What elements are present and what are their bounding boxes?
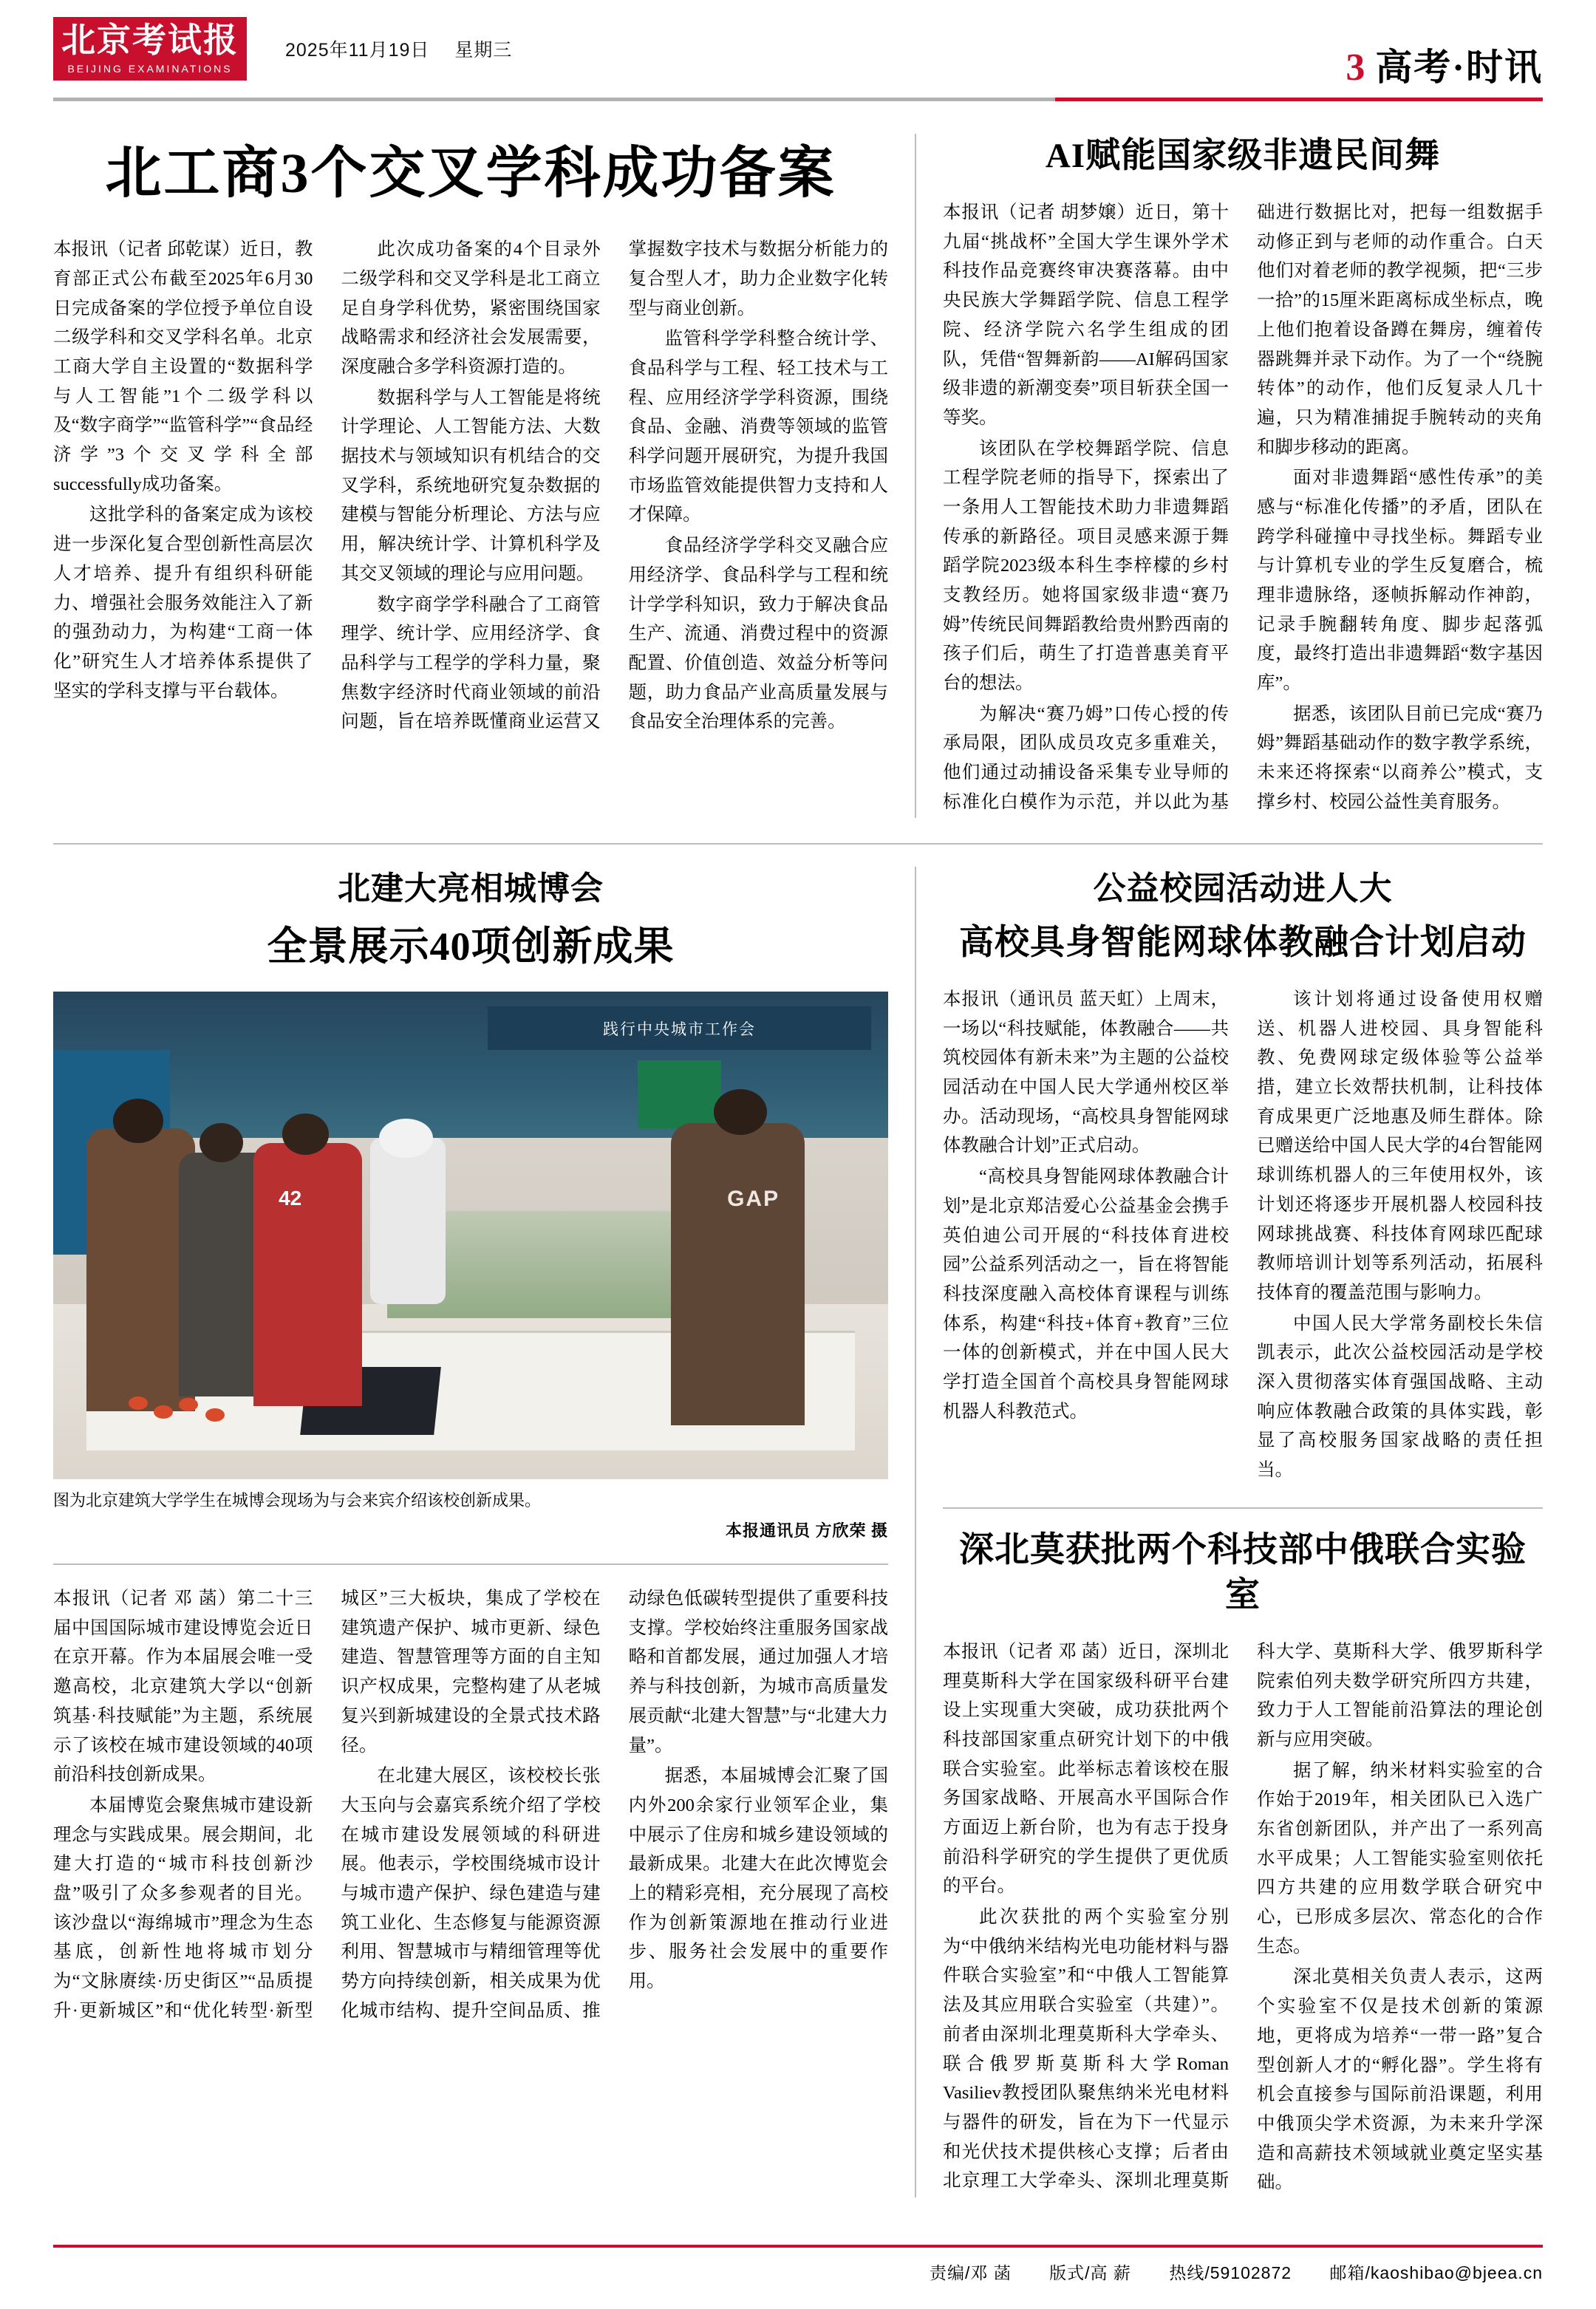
ai-dance-body <box>943 198 1543 817</box>
masthead-section-block <box>1346 49 1543 87</box>
right-bottom-column <box>916 867 1543 2197</box>
paragraph: 本报讯（通讯员 蓝天虹）上周末，一场以“科技赋能，体教融合——共筑校园体有新未来”为主题的公益校园活动在中国人民大学通州校区举办。活动现场，“高校具身智能网球体教融合计划”正式启动。 <box>943 989 1229 1156</box>
paragraph: 这批学科的备案定成为该校进一步深化复合型创新性高层次人才培养、提升有组织科研能力、增强社会服务效能注入了新的强劲动力，为构建“工商一体化”研究生人才培养体系提供了坚实的学科支撑与平台载体。 <box>53 505 313 701</box>
visitor-person-2-head <box>200 1123 243 1162</box>
paragraph: 中国人民大学常务副校长朱信凯表示，此次公益校园活动是学校深入贯彻落实体育强国战略、主动响应体教融合政策的具体实践，彰显了高校服务国家战略的责任担当。 <box>1257 1313 1543 1481</box>
booth-panel-green <box>638 1060 721 1128</box>
main-article-column <box>53 134 916 818</box>
visitor-person-4 <box>671 1123 805 1425</box>
newspaper-logo <box>53 17 247 81</box>
paragraph: 监管科学学科整合统计学、食品科学与工程、轻工技术与工程、应用经济学学科资源，围绕食品、金融、消费等领域的监管科学问题开展研究，为提升我国市场监管效能提供智力支持和人才保障。 <box>628 329 888 525</box>
expo-article-column <box>53 867 916 2197</box>
paragraph: 数据科学与人工智能是将统计学理论、人工智能方法、大数据技术与领域知识有机结合的交叉学科，系统地研究复杂数据的建模与智能分析理论、方法与应用，解决统计学、计算机科学及其交叉领域的理论与应用问题。 <box>341 387 601 584</box>
page-number: 3 <box>1346 47 1365 89</box>
main-headline: 北工商3个交叉学科成功备案 <box>105 143 836 205</box>
paragraph: 本报讯（记者 胡梦嬢）近日，第十九届“挑战杯”全国大学生课外学术科技作品竞赛终审决赛落幕。由中央民族大学舞蹈学院、信息工程学院、经济学院六名学生组成的团队，凭借“智舞新韵——AI解码国家级非遗的新潮变奏”项目斩获全国一等奖。 <box>943 202 1229 428</box>
paragraph: 面对非遗舞蹈“感性传承”的美感与“标准化传播”的矛盾，团队在跨学科碰撞中寻找坐标。舞蹈专业与计算机专业的学生反复磨合，梳理非遗脉络，逐帧拆解动作神韵，记录手腕翻转角度、脚步起落弧度，最终打造出非遗舞蹈“数字基因库”。 <box>1257 468 1543 694</box>
lab-headline: 深北莫获批两个科技部中俄联合实验室 <box>959 1530 1527 1614</box>
robot-body <box>370 1138 446 1303</box>
jacket-number-text: 42 <box>279 1187 302 1210</box>
paragraph: 本报讯（记者 邱乾谋）近日，教育部正式公布截至2025年6月30日完成备案的学位授予单位自设二级学科和交叉学科名单。北京工商大学自主设置的“数据科学与人工智能”1个二级学科以及“数字商学”“监管科学”“食品经济学”3个交叉学科全部successfully成功备案。 <box>53 239 313 494</box>
expo-kicker: 北建大亮相城博会 <box>338 870 604 907</box>
page-content <box>53 101 1543 2197</box>
footer-layout: 版式/高 薪 <box>1049 2263 1131 2282</box>
visitor-person-1-head <box>113 1099 163 1142</box>
tennis-kicker: 公益校园活动进人大 <box>1093 870 1393 907</box>
photo-credit: 本报通讯员 方欣荣 摄 <box>725 1521 888 1541</box>
paragraph: 本报讯（记者 邓 菡）近日，深圳北理莫斯科大学在国家级科研平台建设上实现重大突破，成功获批两个科技部国家重点研究计划下的中俄联合实验室。此举标志着该校在服务国家战略、开展高水平国际合作方面迈上新台阶，也为有志于投身前沿科学研究的学生提供了更优质的平台。 <box>943 1641 1229 1897</box>
paragraph: 本报讯（记者 邓 菡）第二十三届中国国际城市建设博览会近日在京开幕。作为本届展会唯一受邀高校，北京建筑大学以“创新筑基·科技赋能”为主题，系统展示了该校在城市建设领域的40项前沿科技创新成果。 <box>53 1589 313 1785</box>
ai-dance-article-column <box>916 134 1543 818</box>
robot-head <box>379 1119 433 1158</box>
main-article-body <box>53 235 888 737</box>
paragraph: 本届博览会聚焦城市建设新理念与实践成果。展会期间，北建大打造的“城市科技创新沙盘”吸引了众多参观者的目光。该沙盘以“海绵城市”理念为生态基底，创新性地将城市划分为“文脉赓续·历史街区”“品质提升·更新城区”和“优化转型·新型城区”三大板块，集成了学校在建筑遗产保护、城市更新、绿色建造、智慧管理等方面的自主知识产权成果，完整构建了从老城复兴到新城建设的全景式技术路径。 <box>53 1589 601 2021</box>
logo-title-cn: 北京考试报 <box>61 21 239 59</box>
expo-headline: 全景展示40项创新成果 <box>267 924 675 969</box>
student-presenter-head <box>282 1113 329 1154</box>
paragraph: 据悉，该团队目前已完成“赛乃姆”舞蹈基础动作的数字教学系统，未来还将探索“以商养公”模式，支撑乡村、校园公益性美育服务。 <box>1257 703 1543 812</box>
photo-caption: 图为北京建筑大学学生在城博会现场为与会来宾介绍该校创新成果。 <box>53 1491 542 1510</box>
paragraph: “高校具身智能网球体教融合计划”是北京郑洁爱心公益基金会携手英伯迪公司开展的“科技体育进校园”公益系列活动之一，旨在将智能科技深度融入高校体育课程与训练体系，构建“科技+体育+教育”三位一体的创新模式，并在中国人民大学打造全国首个高校具身智能网球机器人科教范式。 <box>943 1167 1229 1422</box>
expo-photo <box>53 992 888 1479</box>
top-section <box>53 134 1543 818</box>
masthead-date-block <box>285 35 512 62</box>
lab-body <box>943 1637 1543 2197</box>
footer-editor: 责编/邓 菡 <box>929 2263 1012 2282</box>
page-footer <box>53 2245 1543 2284</box>
ai-dance-headline: AI赋能国家级非遗民间舞 <box>1045 137 1441 175</box>
model-props <box>129 1396 237 1426</box>
expo-photo-block <box>53 992 888 1541</box>
tennis-headline: 高校具身智能网球体教融合计划启动 <box>959 923 1527 962</box>
paragraph: 食品经济学学科交叉融合应用经济学、食品科学与工程和统计学学科知识，致力于解决食品生产、流通、消费过程中的资源配置、价值创造、效益分析等问题，助力食品产业高质量发展与食品安全治理体系的完善。 <box>628 536 888 732</box>
paragraph: 深北莫相关负责人表示，这两个实验室不仅是技术创新的策源地，更将成为培养“一带一路”复合型创新人才的“孵化器”。学生将有机会直接参与国际前沿课题，利用中俄顶尖学术资源，为未来升学深造和高薪技术领域就业奠定坚实基础。 <box>1257 1967 1543 2193</box>
paragraph: 数字商学学科融合了工商管理学、统计学、应用经济学、食品科学与工程学的学科力量，聚焦数字经济时代商业领域的前沿问题，旨在培养既懂商业运营又掌握数字技术与数据分析能力的复合型人才，助力企业数字化转型与商业创新。 <box>341 239 888 732</box>
issue-date: 2025年11月19日 <box>285 40 430 61</box>
issue-weekday: 星期三 <box>454 40 513 61</box>
section-divider <box>53 843 1543 845</box>
expo-body <box>53 1584 888 2025</box>
tennis-body <box>943 985 1543 1485</box>
footer-hotline: 热线/59102872 <box>1169 2263 1292 2282</box>
paragraph: 据了解，纳米材料实验室的合作始于2019年，相关团队已入选广东省创新团队，并产出了一系列高水平成果；人工智能实验室则依托四方共建的应用数学联合研究中心，已形成多层次、常态化的合作生态。 <box>1257 1760 1543 1957</box>
paragraph: 此次获批的两个实验室分别为“中俄纳米结构光电功能材料与器件联合实验室”和“中俄人工智能算法及其应用联合实验室（共建）”。前者由深圳北理莫斯科大学牵头、联合俄罗斯莫斯科大学Roman Vasiliev教授团队聚焦纳米光电材料与器件的研发，旨在为下一代显示和光伏技术提供核心支撑；后者由北京理工大学牵头、深圳北理莫斯科大学、莫斯科大学、俄罗斯科学院索伯列夫数学研究所四方共建，致力于人工智能前沿算法的理论创新与应用突破。 <box>943 1641 1543 2192</box>
paragraph: 在北建大展区，该校校长张大玉向与会嘉宾系统介绍了学校在城市建设发展领域的科研进展。他表示，学校围绕城市设计与城市遗产保护、绿色建造与建筑工业化、生态修复与能源资源利用、智慧城市与精细管理等优势方向持续创新，相关成果为优化城市结构、提升空间品质、推动绿色低碳转型提供了重要科技支撑。学校始终注重服务国家战略和首都发展，通过加强人才培养与科技创新，为城市高质量发展贡献“北建大智慧”与“北建大力量”。 <box>341 1589 888 2021</box>
footer-email: 邮箱/kaoshibao@bjeea.cn <box>1329 2263 1543 2282</box>
paragraph: 该团队在学校舞蹈学院、信息工程学院老师的指导下，探索出了一条用人工智能技术助力非遗舞蹈传承的新路径。项目灵感来源于舞蹈学院2023级本科生李梓檬的乡村支教经历。她将国家级非遗“赛乃姆”传统民间舞蹈教给贵州黔西南的孩子们后，萌生了打造普惠美育平台的想法。 <box>943 438 1229 694</box>
paragraph: 据悉，本届城博会汇聚了国内外200余家行业领军企业，集中展示了住房和城乡建设领域的最新成果。北建大在此次博览会上的精彩亮相，充分展现了高校作为创新策源地在推动行业进步、服务社会发展中的重要作用。 <box>628 1766 888 1992</box>
visitor-person-4-head <box>714 1089 767 1135</box>
bottom-section <box>53 867 1543 2197</box>
logo-title-en: BEIJING EXAMINATIONS <box>67 62 233 75</box>
section-name: 高考·时讯 <box>1375 47 1543 88</box>
masthead <box>53 0 1543 101</box>
right-column-divider <box>943 1507 1543 1509</box>
sweatshirt-brand-text: GAP <box>727 1187 780 1212</box>
exhibition-banner: 践行中央城市工作会 <box>488 1006 872 1050</box>
student-presenter <box>253 1143 362 1406</box>
expo-divider <box>53 1563 888 1565</box>
paragraph: 该计划将通过设备使用权赠送、机器人进校园、具身智能科教、免费网球定级体验等公益举措，建立长效帮扶机制，让科技体育成果更广泛地惠及师生群体。除已赠送给中国人民大学的4台智能网球训练机器人的三年使用权外，该计划还将逐步开展机器人校园科技网球挑战赛、科技体育网球匹配球教师培训计划等系列活动，拓展科技体育的覆盖范围与影响力。 <box>1257 989 1543 1303</box>
paragraph: 为解决“赛乃姆”口传心授的传承局限，团队成员攻克多重难关，他们通过动捕设备采集专业导师的标准化白模作为示范，并以此为基础进行数据比对，把每一组数据手动修正到与老师的动作重合。白天他们对着老师的教学视频，把“三步一拾”的15厘米距离标成坐标点，晚上他们抱着设备蹲在舞房，缠着传器跳舞并录下动作。为了一个“绕腕转体”的动作，他们反复录人几十遍，只为精准捕捉手腕转动的夹角和脚步移动的距离。 <box>943 202 1543 812</box>
paragraph: 此次成功备案的4个目录外二级学科和交叉学科是北工商立足自身学科优势，紧密围绕国家战略需求和经济社会发展需要，深度融合多学科资源打造的。 <box>341 239 601 378</box>
